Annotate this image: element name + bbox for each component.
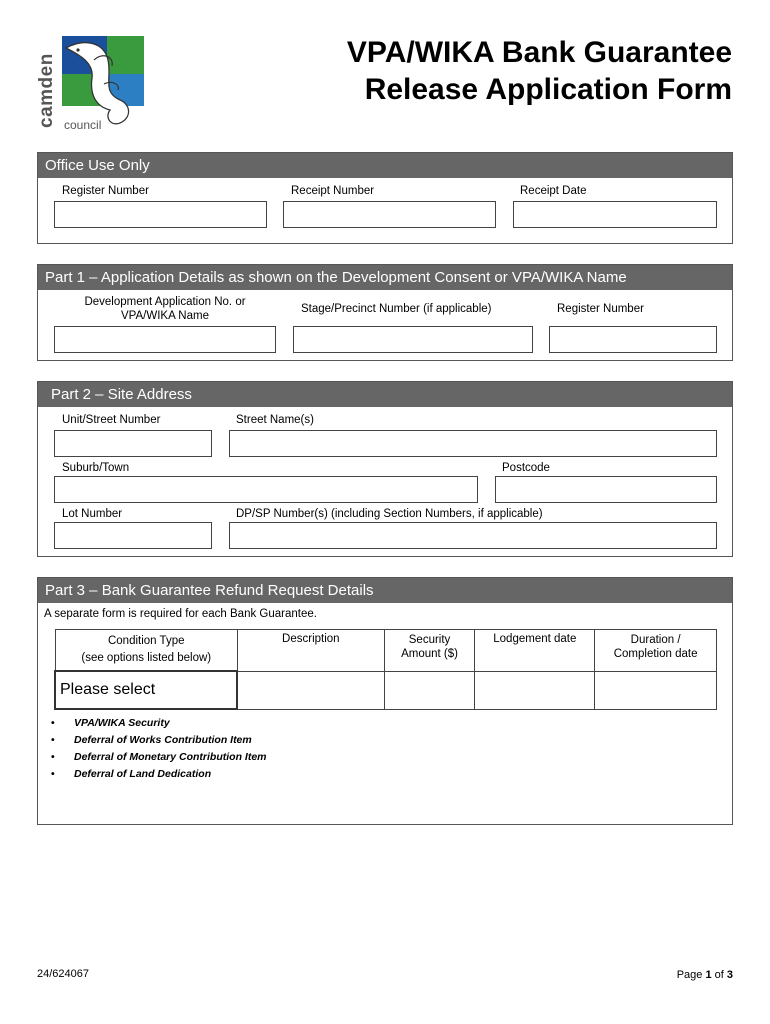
- col-duration-line1: Duration /: [630, 634, 681, 646]
- part3-heading: Part 3 – Bank Guarantee Refund Request Details: [38, 578, 732, 603]
- part2-postcode-label: Postcode: [502, 462, 550, 474]
- condition-options-list: [38, 715, 267, 783]
- table-header-row: [55, 630, 717, 672]
- office-use-heading: Office Use Only: [38, 153, 732, 178]
- document-number: 24/624067: [37, 968, 89, 980]
- page-of: of: [711, 969, 727, 981]
- table-row: [55, 671, 717, 709]
- page-indicator: [677, 969, 733, 981]
- office-register-field[interactable]: [54, 201, 267, 228]
- condition-type-select[interactable]: Please select: [55, 671, 237, 709]
- col-security-amount: [384, 630, 475, 672]
- col-duration-line2: Completion date: [613, 648, 698, 660]
- part2-dp-field[interactable]: [229, 522, 717, 549]
- title-line-2: Release Application Form: [364, 73, 732, 106]
- part2-suburb-label: Suburb/Town: [62, 462, 130, 474]
- list-item: • Deferral of Works Contribution Item: [38, 732, 267, 749]
- logo-word-camden: camden: [36, 53, 57, 128]
- part1-register-label: Register Number: [557, 303, 644, 315]
- part2-street-label: Street Name(s): [236, 414, 314, 426]
- part2-unit-label: Unit/Street Number: [62, 414, 161, 426]
- page-prefix: Page: [676, 969, 706, 981]
- col-condition-line1: Condition Type: [107, 635, 185, 647]
- part2-suburb-field[interactable]: [54, 476, 478, 503]
- title-line-1: VPA/WIKA Bank Guarantee: [346, 36, 732, 69]
- form-title: [347, 34, 732, 108]
- office-receipt-date-field[interactable]: [513, 201, 717, 228]
- part2-heading: Part 2 – Site Address: [38, 382, 732, 407]
- page-total: 3: [726, 969, 733, 981]
- office-use-section: [37, 152, 733, 244]
- part1-dev-label: [54, 295, 276, 323]
- part3-note: A separate form is required for each Bank Guarantee.: [44, 608, 317, 620]
- col-security-line2: Amount ($): [401, 648, 458, 660]
- logo-word-council: council: [64, 118, 102, 132]
- guarantee-table: [54, 629, 717, 710]
- part3-section: [37, 577, 733, 825]
- part1-stage-label: Stage/Precinct Number (if applicable): [301, 303, 492, 315]
- part1-dev-label-line1: Development Application No. or: [84, 296, 246, 308]
- part1-dev-label-line2: VPA/WIKA Name: [121, 310, 209, 322]
- part1-dev-field[interactable]: [54, 326, 276, 353]
- part2-dp-label: DP/SP Number(s) (including Section Numbers, if applicable): [236, 508, 543, 520]
- part2-unit-field[interactable]: [54, 430, 212, 457]
- office-register-label: Register Number: [62, 185, 149, 197]
- part2-street-field[interactable]: [229, 430, 717, 457]
- col-lodgement-date: Lodgement date: [475, 630, 595, 672]
- camden-council-logo: [34, 30, 149, 135]
- col-duration: [595, 630, 717, 672]
- list-item: • VPA/WIKA Security: [38, 715, 267, 732]
- office-receipt-label: Receipt Number: [291, 185, 375, 197]
- page-number: 1: [705, 969, 712, 981]
- office-receipt-date-label: Receipt Date: [520, 185, 587, 197]
- list-item: • Deferral of Land Dedication: [38, 766, 267, 783]
- part2-lot-label: Lot Number: [62, 508, 123, 520]
- lodgement-date-cell[interactable]: [475, 671, 595, 709]
- description-cell[interactable]: [237, 671, 384, 709]
- office-receipt-field[interactable]: [283, 201, 496, 228]
- col-security-line1: Security: [408, 634, 451, 646]
- part2-lot-field[interactable]: [54, 522, 212, 549]
- part2-section: [37, 381, 733, 557]
- col-condition-line2: (see options listed below): [81, 652, 212, 664]
- col-description: Description: [237, 630, 384, 672]
- list-item: • Deferral of Monetary Contribution Item: [38, 749, 267, 766]
- part1-register-field[interactable]: [549, 326, 717, 353]
- security-amount-cell[interactable]: [384, 671, 475, 709]
- part1-stage-field[interactable]: [293, 326, 533, 353]
- col-condition-type: [55, 630, 237, 672]
- duration-cell[interactable]: [595, 671, 717, 709]
- part2-postcode-field[interactable]: [495, 476, 717, 503]
- part1-heading: Part 1 – Application Details as shown on the Development Consent or VPA/WIKA Name: [38, 265, 732, 290]
- part1-section: [37, 264, 733, 361]
